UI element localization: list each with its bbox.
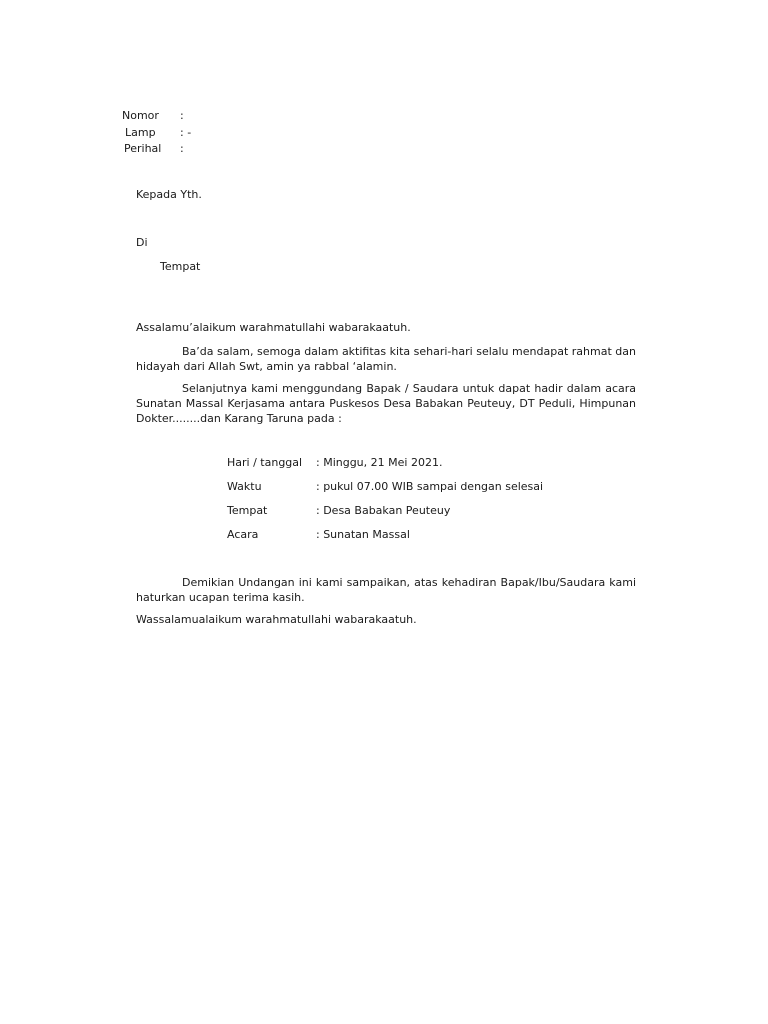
recipient-tempat: Tempat: [160, 260, 201, 273]
closing-greeting: Wassalamualaikum warahmatullahi wabarakaatuh.: [136, 613, 417, 626]
detail-value-tempat: : Desa Babakan Peuteuy: [316, 504, 451, 517]
paragraph-invitation-text: Selanjutnya kami menggundang Bapak / Saudara untuk dapat hadir dalam acara Sunatan Massal Kerjasama antara Puskesos Desa Babakan Peuteuy, DT Peduli, Himpunan Dokter........dan Karang Taruna pada :: [136, 382, 636, 425]
perihal-label: Perihal: [124, 142, 162, 155]
detail-label-hari: Hari / tanggal: [227, 456, 303, 469]
lamp-label: Lamp: [125, 126, 156, 139]
paragraph-closing-text: Demikian Undangan ini kami sampaikan, atas kehadiran Bapak/Ibu/Saudara kami haturkan ucapan terima kasih.: [136, 576, 636, 604]
opening-greeting: Assalamu’alaikum warahmatullahi wabarakaatuh.: [136, 321, 411, 334]
paragraph-greeting: [136, 344, 636, 374]
paragraph-invitation: [136, 381, 636, 426]
detail-label-tempat: Tempat: [227, 504, 268, 517]
paragraph-closing: [136, 575, 636, 605]
detail-value-hari: : Minggu, 21 Mei 2021.: [316, 456, 443, 469]
detail-value-acara: : Sunatan Massal: [316, 528, 410, 541]
nomor-label: Nomor: [122, 109, 159, 122]
recipient-kepada: Kepada Yth.: [136, 188, 202, 201]
perihal-separator: :: [180, 142, 184, 155]
paragraph-greeting-text: Ba’da salam, semoga dalam aktifitas kita sehari-hari selalu mendapat rahmat dan hidayah dari Allah Swt, amin ya rabbal ‘alamin.: [136, 345, 636, 373]
detail-value-waktu: : pukul 07.00 WIB sampai dengan selesai: [316, 480, 544, 493]
recipient-di: Di: [136, 236, 148, 249]
nomor-separator: :: [180, 109, 184, 122]
lamp-separator: : -: [180, 126, 192, 139]
detail-label-acara: Acara: [227, 528, 259, 541]
detail-label-waktu: Waktu: [227, 480, 262, 493]
